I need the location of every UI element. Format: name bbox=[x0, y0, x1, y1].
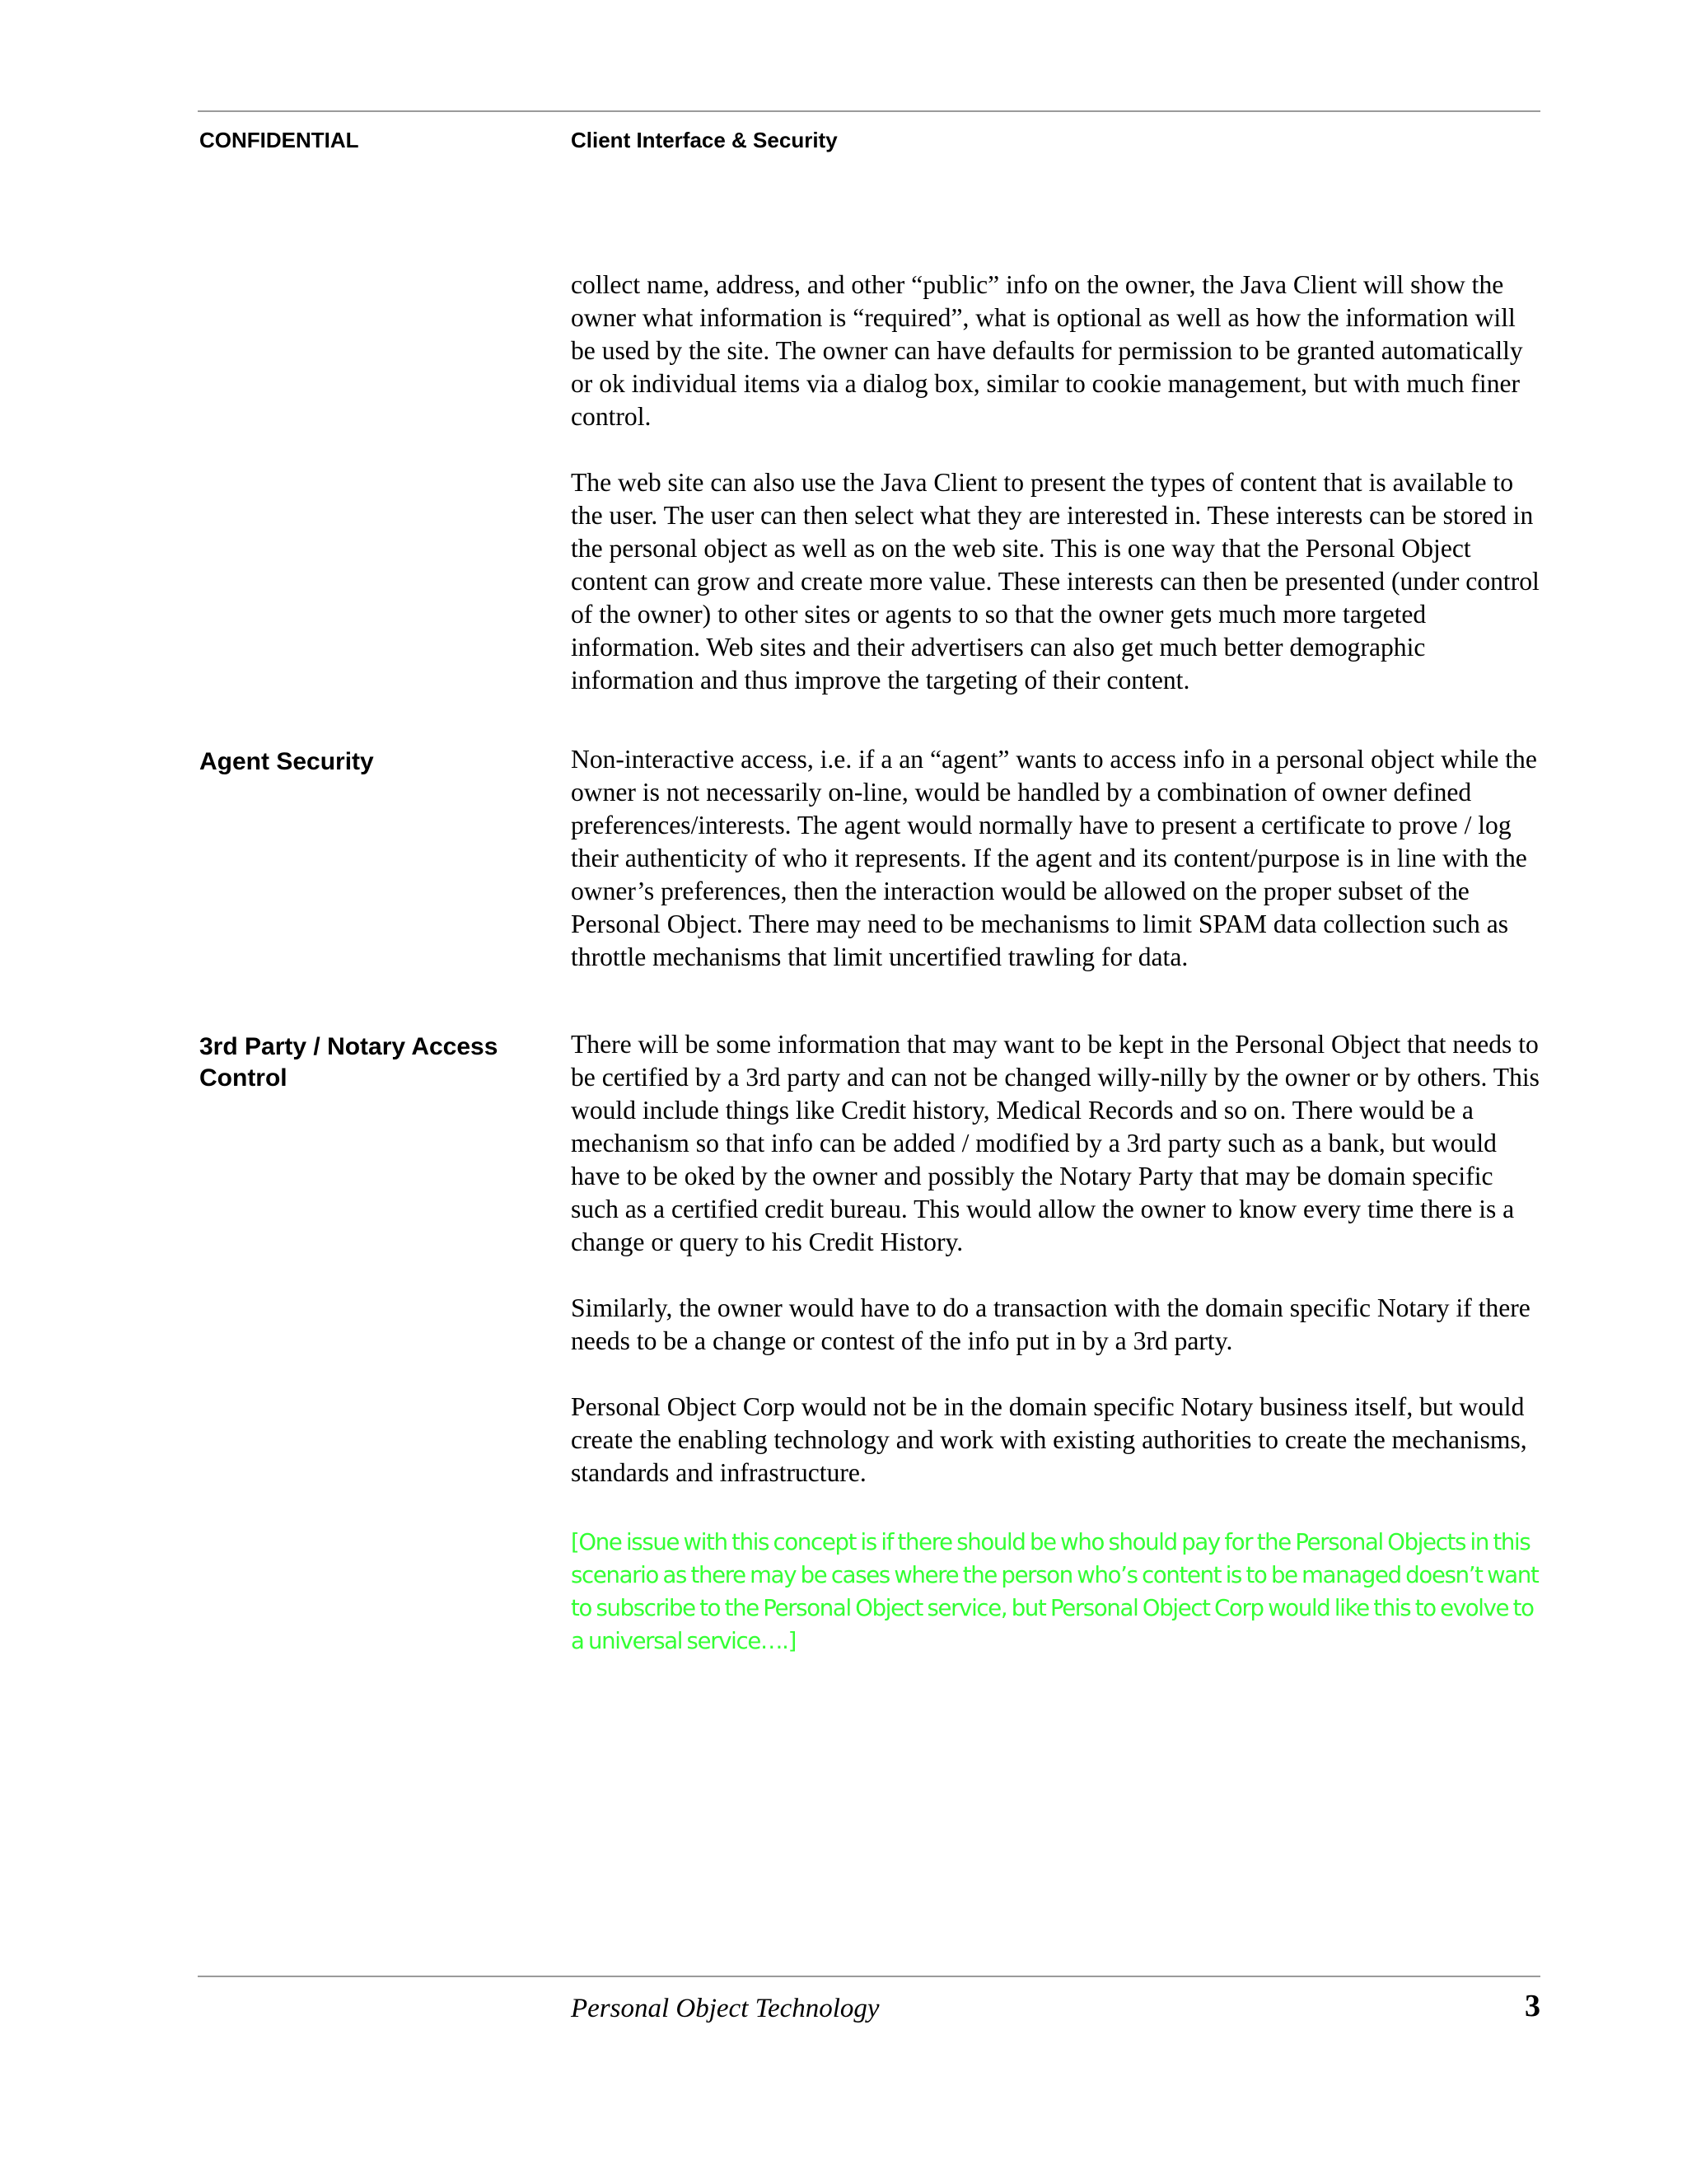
paragraph: collect name, address, and other “public” info on the owner, the Java Client will show the owner what information is “required”, what is optional as well as how the information will be used by the site. The owner can have defaults for permission to be granted automatically or ok individual items via a dialog box, similar to cookie management, but with much finer control. bbox=[571, 270, 1523, 431]
confidential-label: CONFIDENTIAL bbox=[199, 128, 359, 152]
paragraph: There will be some information that may want to be kept in the Personal Object that needs to be certified by a 3rd party and can not be changed willy-nilly by the owner or by others. This would include things like Credit history, Medical Records and so on. There would be a mechanism so that info can be added / modified by a 3rd party such as a bank, but would have to be oked by the owner and possibly the Notary Party that may be domain specific such as a certified credit bureau. This would allow the owner to know every time there is a change or query to his Credit History. bbox=[571, 1030, 1540, 1256]
footer-rule bbox=[198, 1976, 1540, 1977]
paragraph: Non-interactive access, i.e. if a an “agent” wants to access info in a personal object while the owner is not necessarily on-line, would be handled by a combination of owner defined preferences/interests. The agent would normally have to present a certificate to prove / log their authenticity of who it represents. If the agent and its content/purpose is in line with the owner’s preferences, then the interaction would be allowed on the proper subset of the Personal Object. There may need to be mechanisms to limit SPAM data collection such as throttle mechanisms that limit uncertified trawling for data. bbox=[571, 745, 1537, 971]
footer-document-title: Personal Object Technology bbox=[571, 1994, 880, 2023]
paragraph: Similarly, the owner would have to do a transaction with the domain specific Notary if there needs to be a change or contest of the info put in by a 3rd party. bbox=[571, 1293, 1530, 1355]
section-agent-security-body bbox=[571, 743, 1540, 974]
page-number: 3 bbox=[1525, 1989, 1540, 2023]
section-heading-agent-security: Agent Security bbox=[199, 748, 374, 775]
paragraph: The web site can also use the Java Client to present the types of content that is available to the user. The user can then select what they are interested in. These interests can be stored in the personal object as well as on the web site. This is one way that the Personal Object content can grow and create more value. These interests can then be presented (under control of the owner) to other sites or agents to so that the owner gets much more targeted information. Web sites and their advertisers can also get much better demographic information and thus improve the targeting of their content. bbox=[571, 468, 1540, 694]
section-continued-body bbox=[571, 269, 1540, 697]
running-header-title: Client Interface & Security bbox=[571, 128, 838, 152]
editor-note: [One issue with this concept is if there should be who should pay for the Personal Objects in this scenario as there may be cases where the person who’s content is to be managed doesn’t want to subscribe to the Personal Object service, but Personal Object Corp would like this to evolve to a universal service….] bbox=[571, 1529, 1539, 1654]
header-rule bbox=[198, 110, 1540, 112]
section-heading-notary-access-control: 3rd Party / Notary Access Control bbox=[199, 1033, 498, 1092]
paragraph: Personal Object Corp would not be in the domain specific Notary business itself, but would create the enabling technology and work with existing authorities to create the mechanisms, standards and infrastructure. bbox=[571, 1392, 1527, 1487]
section-notary-body bbox=[571, 1028, 1540, 1490]
